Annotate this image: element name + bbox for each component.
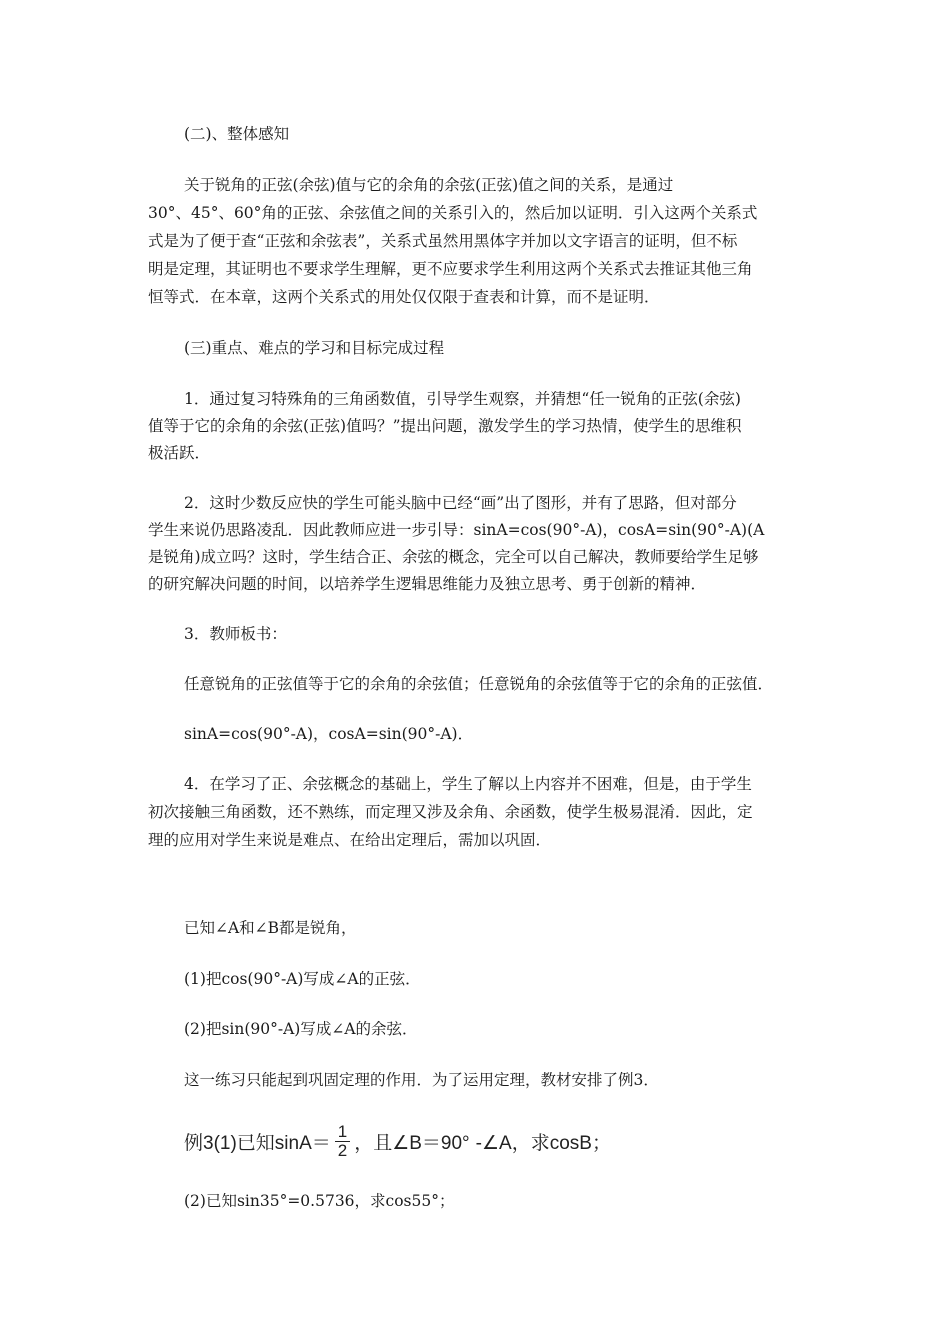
exercise-intro: 已知∠A和∠B都是锐角， xyxy=(184,919,357,937)
item1-line: 值等于它的余角的余弦(正弦)值吗？”提出问题，激发学生的学习热情，使学生的思维积 xyxy=(148,417,742,435)
item4-line: 初次接触三角函数，还不熟练，而定理又涉及余角、余函数，使学生极易混淆．因此，定 xyxy=(148,803,753,821)
item1-line: 极活跃． xyxy=(148,444,211,462)
example-3-formula xyxy=(184,1123,611,1160)
example-prefix: 例3(1)已知sinA＝ xyxy=(184,1133,331,1154)
item4-line: 4．在学习了正、余弦概念的基础上，学生了解以上内容并不困难，但是，由于学生 xyxy=(184,775,752,793)
example-suffix: -∠A，求cosB； xyxy=(475,1133,611,1154)
item2-line: 2．这时少数反应快的学生可能头脑中已经“画”出了图形，并有了思路，但对部分 xyxy=(184,494,737,512)
paragraph-line: 恒等式．在本章，这两个关系式的用处仅仅限于查表和计算，而不是证明． xyxy=(148,288,660,306)
item3-formula: sinA=cos(90°-A)，cosA=sin(90°-A)． xyxy=(184,725,474,743)
item2-line: 的研究解决问题的时间，以培养学生逻辑思维能力及独立思考、勇于创新的精神． xyxy=(148,575,707,593)
item2-line: 学生来说仍思路凌乱．因此教师应进一步引导：sinA=cos(90°-A)，cosA=sin(90°-A)(A xyxy=(148,521,765,539)
fraction xyxy=(335,1123,350,1160)
example-middle: ，且∠B＝90° xyxy=(354,1133,470,1154)
section3-heading: (三)重点、难点的学习和目标完成过程 xyxy=(184,339,445,357)
item3-text: 任意锐角的正弦值等于它的余角的余弦值；任意锐角的余弦值等于它的余角的正弦值． xyxy=(184,675,774,693)
paragraph-line: 30°、45°、60°角的正弦、余弦值之间的关系引入的，然后加以证明．引入这两个关系式 xyxy=(148,204,758,222)
paragraph-line: 关于锐角的正弦(余弦)值与它的余角的余弦(正弦)值之间的关系，是通过 xyxy=(184,176,674,194)
item2-line: 是锐角)成立吗？这时，学生结合正、余弦的概念，完全可以自己解决，教师要给学生足够 xyxy=(148,548,759,566)
exercise-question-1: (1)把cos(90°-A)写成∠A的正弦． xyxy=(184,970,421,988)
fraction-denominator: 2 xyxy=(337,1141,348,1160)
item1-line: 1．通过复习特殊角的三角函数值，引导学生观察，并猜想“任一锐角的正弦(余弦) xyxy=(184,390,741,408)
item4-line: 理的应用对学生来说是难点、在给出定理后，需加以巩固． xyxy=(148,831,552,849)
item3-heading: 3．教师板书： xyxy=(184,625,287,643)
paragraph-line: 式是为了便于查“正弦和余弦表”，关系式虽然用黑体字并加以文字语言的证明，但不标 xyxy=(148,232,738,250)
fraction-numerator: 1 xyxy=(335,1123,350,1142)
exercise-note: 这一练习只能起到巩固定理的作用．为了运用定理，教材安排了例3． xyxy=(184,1071,659,1089)
exercise-question-2: (2)把sin(90°-A)写成∠A的余弦． xyxy=(184,1020,418,1038)
example-3-part-2: (2)已知sin35°=0.5736，求cos55°； xyxy=(184,1192,455,1210)
section2-heading: (二)、整体感知 xyxy=(184,125,290,143)
paragraph-line: 明是定理，其证明也不要求学生理解，更不应要求学生利用这两个关系式去推证其他三角 xyxy=(148,260,753,278)
